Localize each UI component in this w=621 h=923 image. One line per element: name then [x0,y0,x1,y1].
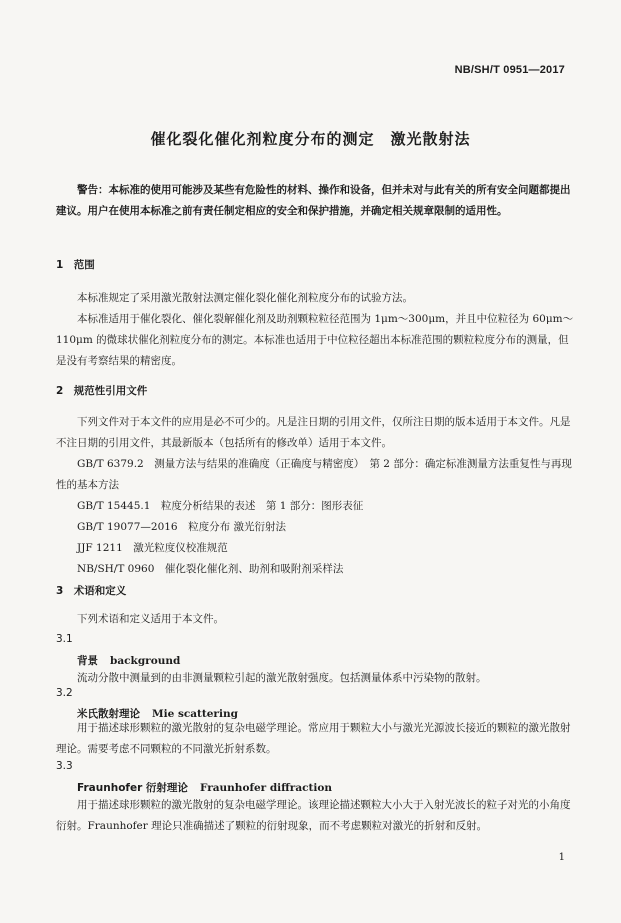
section-1-heading: 1 范围 [56,259,95,271]
term-3-3-en: Fraunhofer diffraction [199,782,332,794]
page-number: 1 [558,852,565,863]
section-3-heading: 3 术语和定义 [56,585,127,597]
term-3-1-number: 3.1 [56,633,73,645]
reference-gbt-19077: GB/T 19077—2016 粒度分布 激光衍射法 [77,521,286,533]
reference-nbsht-0960: NB/SH/T 0960 催化裂化催化剂、助剂和吸附剂采样法 [77,563,344,575]
term-3-3-zh: Fraunhofer 衍射理论 [77,782,188,794]
reference-gbt-6379-2: GB/T 6379.2 测量方法与结果的准确度（正确度与精密度） 第 2 部分：确定标准测量方法重复性与再现性的基本方法 [56,458,572,491]
reference-gbt-15445-1: GB/T 15445.1 粒度分析结果的表述 第 1 部分：图形表征 [77,500,364,512]
section-1-paragraph-2: 本标准适用于催化裂化、催化裂解催化剂及助剂颗粒粒径范围为 1μm～300μm，并且中位粒径为 60μm～110μm 的微球状催化剂粒度分布的测定。本标准也适用于中位粒径超出本标准范围的颗粒粒度分布的测量，但是没有考察结果的精密度。 [56,313,574,367]
section-1-paragraph-1: 本标准规定了采用激光散射法测定催化裂化催化剂粒度分布的试验方法。 [77,292,413,304]
term-3-2-zh: 米氏散射理论 [77,708,140,720]
term-3-2-en: Mie scattering [152,708,238,720]
term-3-1-title [77,653,180,668]
term-3-3-number: 3.3 [56,760,73,772]
term-3-3-title [77,780,332,795]
section-2-intro: 下列文件对于本文件的应用是必不可少的。凡是注日期的引用文件，仅所注日期的版本适用于本文件。凡是不注日期的引用文件，其最新版本（包括所有的修改单）适用于本文件。 [56,416,571,449]
reference-jjf-1211: JJF 1211 激光粒度仪校准规范 [77,542,228,554]
term-3-1-definition: 流动分散中测量到的由非测量颗粒引起的激光散射强度。包括测量体系中污染物的散射。 [77,672,487,684]
section-2-heading: 2 规范性引用文件 [56,385,148,397]
term-3-1-en: background [110,655,181,667]
document-title: 催化裂化催化剂粒度分布的测定 激光散射法 [150,130,471,148]
term-3-3-definition: 用于描述球形颗粒的激光散射的复杂电磁学理论。该理论描述颗粒大小大于入射光波长的粒子对光的小角度衍射。Fraunhofer 理论只准确描述了颗粒的衍射现象，而不考虑颗粒对激光的折射和反射。 [56,799,571,832]
term-3-1-zh: 背景 [77,655,98,667]
standard-code: NB/SH/T 0951—2017 [454,64,565,76]
term-3-2-definition: 用于描述球形颗粒的激光散射的复杂电磁学理论。常应用于颗粒大小与激光光源波长接近的颗粒的激光散射理论。需要考虑不同颗粒的不同激光折射系数。 [56,722,571,755]
safety-warning: 警告：本标准的使用可能涉及某些有危险性的材料、操作和设备，但并未对与此有关的所有安全问题都提出建议。用户在使用本标准之前有责任制定相应的安全和保护措施，并确定相关规章限制的适用性。 [56,184,571,217]
term-3-2-number: 3.2 [56,687,73,699]
section-3-intro: 下列术语和定义适用于本文件。 [77,613,224,625]
